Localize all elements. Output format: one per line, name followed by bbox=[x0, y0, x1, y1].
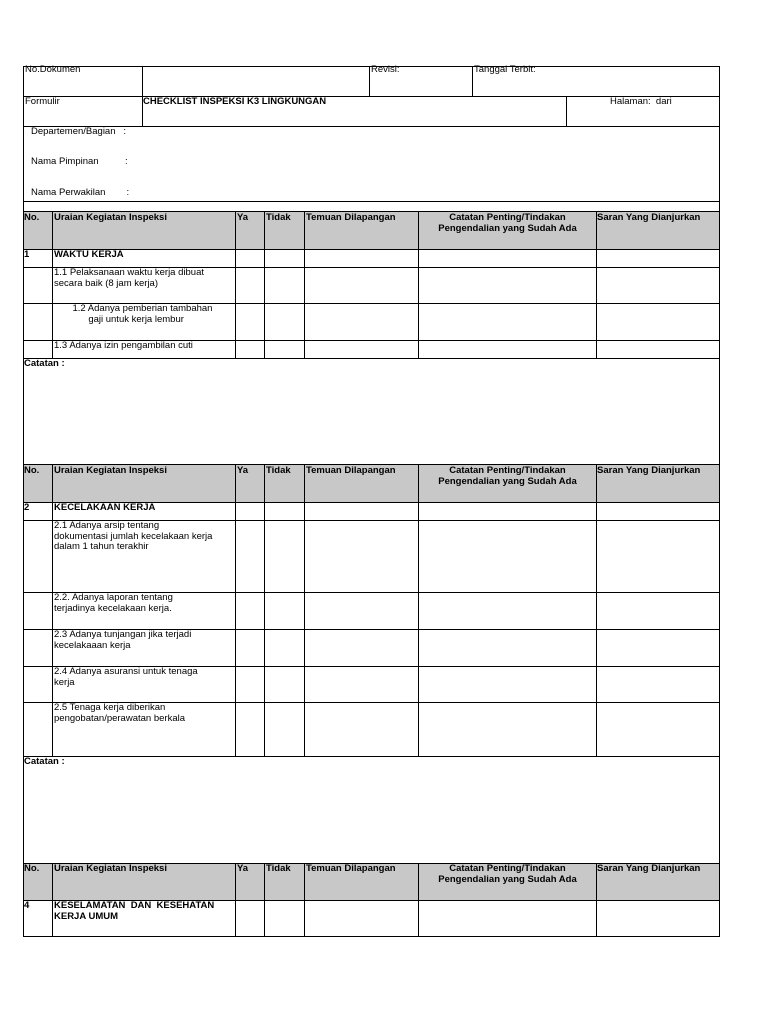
revisi-label: Revisi: bbox=[371, 64, 400, 75]
col-temuan-header: Temuan Dilapangan bbox=[306, 212, 396, 223]
col-temuan-header: Temuan Dilapangan bbox=[306, 465, 396, 476]
formulir-label: Formulir bbox=[25, 96, 60, 107]
col-catatan-penting-header: Catatan Penting/Tindakan Pengendalian yang Sudah Ada bbox=[438, 212, 577, 234]
departemen-label: Departemen/Bagian : bbox=[31, 126, 127, 137]
col-ya-header: Ya bbox=[237, 465, 249, 476]
col-ya-header: Ya bbox=[237, 212, 249, 223]
col-tidak-header: Tidak bbox=[266, 863, 291, 874]
checklist-item: 1.1 Pelaksanaan waktu kerja dibuat secara baik (8 jam kerja) bbox=[54, 267, 204, 289]
no-dokumen-label: No.Dokumen bbox=[25, 64, 81, 75]
document-title: CHECKLIST INSPEKSI K3 LINGKUNGAN bbox=[143, 96, 327, 107]
col-uraian-header: Uraian Kegiatan Inspeksi bbox=[54, 212, 167, 223]
col-saran-header: Saran Yang Dianjurkan bbox=[597, 863, 701, 874]
col-uraian-header: Uraian Kegiatan Inspeksi bbox=[54, 863, 167, 874]
checklist-item: 1.3 Adanya izin pengambilan cuti bbox=[54, 340, 193, 351]
col-tidak-header: Tidak bbox=[266, 465, 291, 476]
checklist-item: 2.1 Adanya arsip tentang dokumentasi jumlah kecelakaan kerja dalam 1 tahun terakhir bbox=[54, 520, 213, 552]
halaman-label: Halaman: dari bbox=[610, 96, 672, 107]
col-catatan-penting-header: Catatan Penting/Tindakan Pengendalian yang Sudah Ada bbox=[438, 863, 577, 885]
col-ya-header: Ya bbox=[237, 863, 249, 874]
section-title: KESELAMATAN DAN KESEHATAN KERJA UMUM bbox=[54, 900, 215, 922]
section-title: KECELAKAAN KERJA bbox=[54, 502, 156, 513]
col-no-header: No. bbox=[24, 863, 40, 874]
catatan-label: Catatan : bbox=[24, 358, 65, 369]
col-temuan-header: Temuan Dilapangan bbox=[306, 863, 396, 874]
col-saran-header: Saran Yang Dianjurkan bbox=[597, 465, 701, 476]
section-title: WAKTU KERJA bbox=[54, 249, 124, 260]
checklist-item: 1.2 Adanya pemberian tambahan gaji untuk kerja lembur bbox=[72, 303, 213, 325]
checklist-item: 2.3 Adanya tunjangan jika terjadi kecelakaaan kerja bbox=[54, 629, 192, 651]
section-number: 2 bbox=[24, 502, 30, 513]
section-number: 4 bbox=[24, 900, 30, 911]
col-no-header: No. bbox=[24, 465, 40, 476]
checklist-item: 2.2. Adanya laporan tentang terjadinya kecelakaan kerja. bbox=[54, 592, 173, 614]
checklist-item: 2.5 Tenaga kerja diberikan pengobatan/perawatan berkala bbox=[54, 702, 185, 724]
nama-perwakilan-label: Nama Perwakilan : bbox=[31, 187, 130, 198]
tanggal-terbit-label: Tanggal Terbit: bbox=[474, 64, 536, 75]
col-catatan-penting-header: Catatan Penting/Tindakan Pengendalian yang Sudah Ada bbox=[438, 465, 577, 487]
catatan-label: Catatan : bbox=[24, 756, 65, 767]
col-tidak-header: Tidak bbox=[266, 212, 291, 223]
nama-pimpinan-label: Nama Pimpinan : bbox=[31, 156, 128, 167]
col-saran-header: Saran Yang Dianjurkan bbox=[597, 212, 701, 223]
checklist-item: 2.4 Adanya asuransi untuk tenaga kerja bbox=[54, 666, 198, 688]
col-uraian-header: Uraian Kegiatan Inspeksi bbox=[54, 465, 167, 476]
section-number: 1 bbox=[24, 249, 30, 260]
col-no-header: No. bbox=[24, 212, 40, 223]
